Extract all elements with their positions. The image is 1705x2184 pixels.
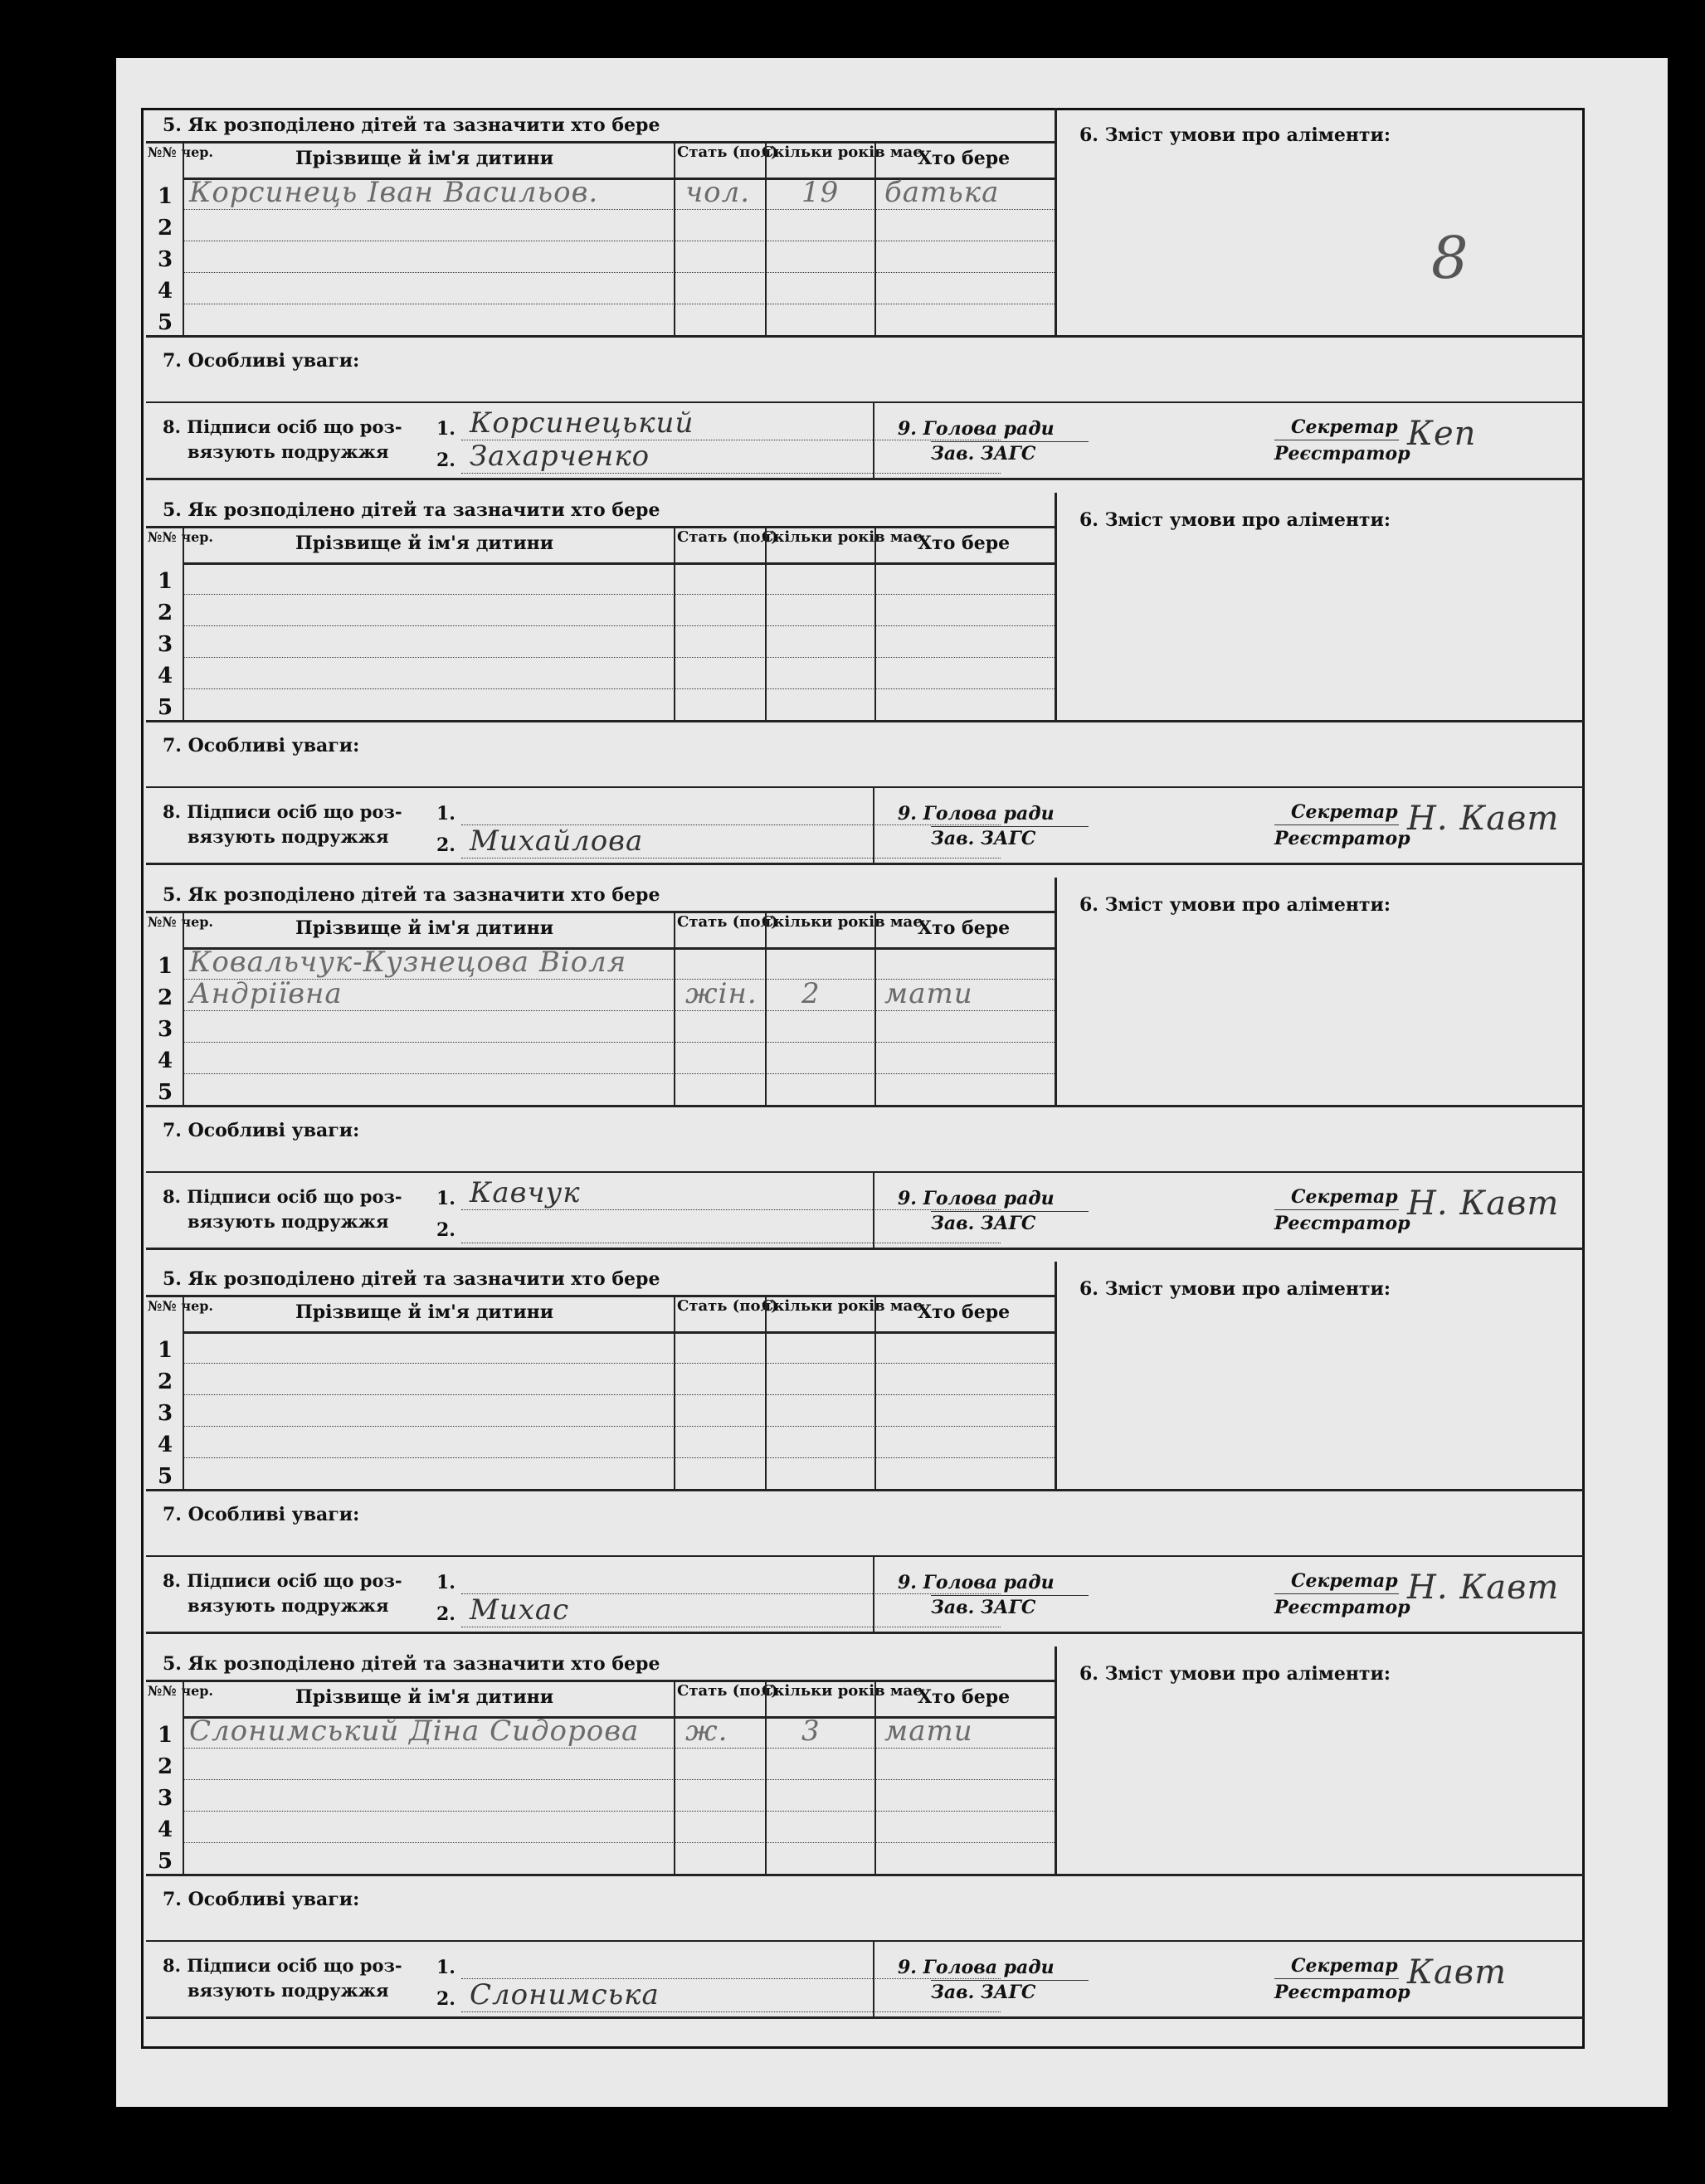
row-number: 2: [158, 1754, 173, 1779]
sign-label: 8. Підписи осіб що роз-: [163, 801, 402, 822]
head-label: 9. Голова ради: [898, 803, 1055, 824]
children-heading: 5. Як розподілено дітей та зазначити хто бере: [163, 1653, 660, 1675]
child-sex: ж.: [685, 1715, 728, 1748]
sign-label: 8. Підписи осіб що роз-: [163, 1186, 402, 1207]
secretary-signature: Кавт: [1407, 1953, 1508, 1992]
row-number: 1: [158, 184, 173, 209]
age-col-header: Скільки років має: [762, 1682, 923, 1700]
registrar-label: Реєстратор: [1274, 828, 1410, 849]
sign-num: 1.: [436, 803, 455, 824]
notes-label: 7. Особливі уваги:: [163, 1504, 360, 1525]
sign-num: 1.: [436, 1572, 455, 1593]
children-heading: 5. Як розподілено дітей та зазначити хто бере: [163, 1268, 660, 1290]
row-number: 3: [158, 1401, 173, 1426]
child-age: 2: [801, 977, 821, 1010]
alimony-label: 6. Зміст умови про аліменти:: [1079, 894, 1391, 916]
row-number: 4: [158, 664, 173, 688]
children-heading: 5. Як розподілено дітей та зазначити хто бере: [163, 114, 660, 136]
alimony-label: 6. Зміст умови про аліменти:: [1079, 509, 1391, 531]
row-number: 2: [158, 216, 173, 241]
head-label: Зав. ЗАГС: [931, 1213, 1036, 1234]
child-guardian: мати: [884, 977, 973, 1010]
notes-label: 7. Особливі уваги:: [163, 1889, 360, 1910]
alimony-label: 6. Зміст умови про аліменти:: [1079, 1278, 1391, 1300]
head-label: 9. Голова ради: [898, 1188, 1055, 1209]
registrar-label: Реєстратор: [1274, 1213, 1410, 1234]
spouse-signature-2: Михас: [470, 1593, 570, 1627]
num-col-header: №№ чер.: [148, 529, 213, 545]
alimony-label: 6. Зміст умови про аліменти:: [1079, 124, 1391, 146]
sign-num: 2.: [436, 834, 455, 856]
registrar-label: Реєстратор: [1274, 1982, 1410, 2003]
who-col-header: Хто бере: [918, 1301, 1011, 1323]
sign-num: 2.: [436, 1988, 455, 2010]
num-col-header: №№ чер.: [148, 144, 213, 160]
sex-col-header: Стать (пол): [677, 143, 778, 161]
age-col-header: Скільки років має: [762, 143, 923, 161]
head-label: 9. Голова ради: [898, 1572, 1055, 1593]
row-number: 3: [158, 247, 173, 272]
row-number: 4: [158, 1048, 173, 1073]
child-age: 3: [801, 1715, 821, 1748]
row-number: 5: [158, 1464, 173, 1489]
sex-col-header: Стать (пол): [677, 913, 778, 931]
age-col-header: Скільки років має: [762, 1297, 923, 1315]
sex-col-header: Стать (пол): [677, 528, 778, 546]
secretary-label: Секретар: [1291, 1570, 1398, 1592]
sign-label: 8. Підписи осіб що роз-: [163, 1570, 402, 1591]
child-name: Ковальчук-Кузнецова Віоля: [189, 946, 627, 979]
row-number: 4: [158, 279, 173, 304]
num-col-header: №№ чер.: [148, 1683, 213, 1699]
notes-label: 7. Особливі уваги:: [163, 350, 360, 372]
spouse-signature-2: Захарченко: [470, 440, 650, 473]
notes-label: 7. Особливі уваги:: [163, 735, 360, 756]
sign-num: 2.: [436, 450, 455, 471]
head-label: Зав. ЗАГС: [931, 443, 1036, 465]
secretary-signature: Н. Кавт: [1407, 1184, 1560, 1223]
spouse-signature-1: Корсинецький: [470, 406, 694, 440]
row-number: 1: [158, 1723, 173, 1748]
registrar-label: Реєстратор: [1274, 443, 1410, 465]
secretary-signature: Н. Кавт: [1407, 800, 1560, 838]
head-label: Зав. ЗАГС: [931, 1982, 1036, 2003]
secretary-signature: Н. Кавт: [1407, 1569, 1560, 1607]
sign-label: вязують подружжя: [188, 1980, 389, 2001]
secretary-signature: Кеп: [1407, 415, 1477, 453]
children-heading: 5. Як розподілено дітей та зазначити хто бере: [163, 884, 660, 906]
row-number: 3: [158, 632, 173, 657]
child-age: 19: [801, 176, 840, 209]
sign-num: 1.: [436, 1957, 455, 1978]
row-number: 5: [158, 1849, 173, 1874]
row-number: 3: [158, 1786, 173, 1811]
age-col-header: Скільки років має: [762, 913, 923, 931]
spouse-signature-1: Кавчук: [470, 1176, 581, 1209]
child-guardian: мати: [884, 1715, 973, 1748]
who-col-header: Хто бере: [918, 533, 1011, 554]
row-number: 2: [158, 985, 173, 1010]
child-sex: чол.: [685, 176, 751, 209]
row-number: 5: [158, 695, 173, 720]
sign-label: 8. Підписи осіб що роз-: [163, 1955, 402, 1976]
age-col-header: Скільки років має: [762, 528, 923, 546]
sign-label: вязують подружжя: [188, 1211, 389, 1232]
child-name: Корсинець Іван Васильов.: [189, 176, 599, 209]
corner-mark: 8: [1431, 224, 1469, 292]
spouse-signature-2: Слонимська: [470, 1978, 660, 2011]
name-col-header: Прізвище й ім'я дитини: [295, 1301, 554, 1323]
sign-label: вязують подружжя: [188, 1595, 389, 1616]
head-label: 9. Голова ради: [898, 1957, 1055, 1978]
row-number: 1: [158, 954, 173, 979]
row-number: 4: [158, 1432, 173, 1457]
sex-col-header: Стать (пол): [677, 1297, 778, 1315]
who-col-header: Хто бере: [918, 1686, 1011, 1708]
secretary-label: Секретар: [1291, 1186, 1398, 1208]
sign-num: 2.: [436, 1603, 455, 1625]
head-label: Зав. ЗАГС: [931, 1597, 1036, 1618]
sign-label: вязують подружжя: [188, 826, 389, 847]
notes-label: 7. Особливі уваги:: [163, 1120, 360, 1141]
name-col-header: Прізвище й ім'я дитини: [295, 533, 554, 554]
sign-num: 2.: [436, 1219, 455, 1241]
secretary-label: Секретар: [1291, 801, 1398, 823]
sign-num: 1.: [436, 1188, 455, 1209]
sign-label: 8. Підписи осіб що роз-: [163, 416, 402, 437]
sign-num: 1.: [436, 418, 455, 440]
child-guardian: батька: [884, 176, 1000, 209]
row-number: 5: [158, 1080, 173, 1105]
secretary-label: Секретар: [1291, 1955, 1398, 1977]
page-frame: [141, 108, 1585, 2049]
num-col-header: №№ чер.: [148, 914, 213, 930]
name-col-header: Прізвище й ім'я дитини: [295, 917, 554, 939]
child-name: Андріївна: [189, 977, 343, 1010]
sex-col-header: Стать (пол): [677, 1682, 778, 1700]
children-heading: 5. Як розподілено дітей та зазначити хто бере: [163, 499, 660, 521]
who-col-header: Хто бере: [918, 917, 1011, 939]
head-label: Зав. ЗАГС: [931, 828, 1036, 849]
secretary-label: Секретар: [1291, 416, 1398, 438]
child-sex: жін.: [685, 977, 758, 1010]
row-number: 3: [158, 1017, 173, 1042]
row-number: 5: [158, 310, 173, 335]
name-col-header: Прізвище й ім'я дитини: [295, 1686, 554, 1708]
spouse-signature-2: Михайлова: [470, 824, 644, 858]
row-number: 2: [158, 1369, 173, 1394]
child-name: Слонимський Діна Сидорова: [189, 1715, 640, 1748]
num-col-header: №№ чер.: [148, 1298, 213, 1314]
alimony-label: 6. Зміст умови про аліменти:: [1079, 1663, 1391, 1685]
who-col-header: Хто бере: [918, 148, 1011, 169]
sign-label: вязують подружжя: [188, 441, 389, 462]
name-col-header: Прізвище й ім'я дитини: [295, 148, 554, 169]
row-number: 2: [158, 601, 173, 625]
row-number: 4: [158, 1817, 173, 1842]
head-label: 9. Голова ради: [898, 418, 1055, 440]
row-number: 1: [158, 1338, 173, 1363]
row-number: 1: [158, 569, 173, 594]
registrar-label: Реєстратор: [1274, 1597, 1410, 1618]
